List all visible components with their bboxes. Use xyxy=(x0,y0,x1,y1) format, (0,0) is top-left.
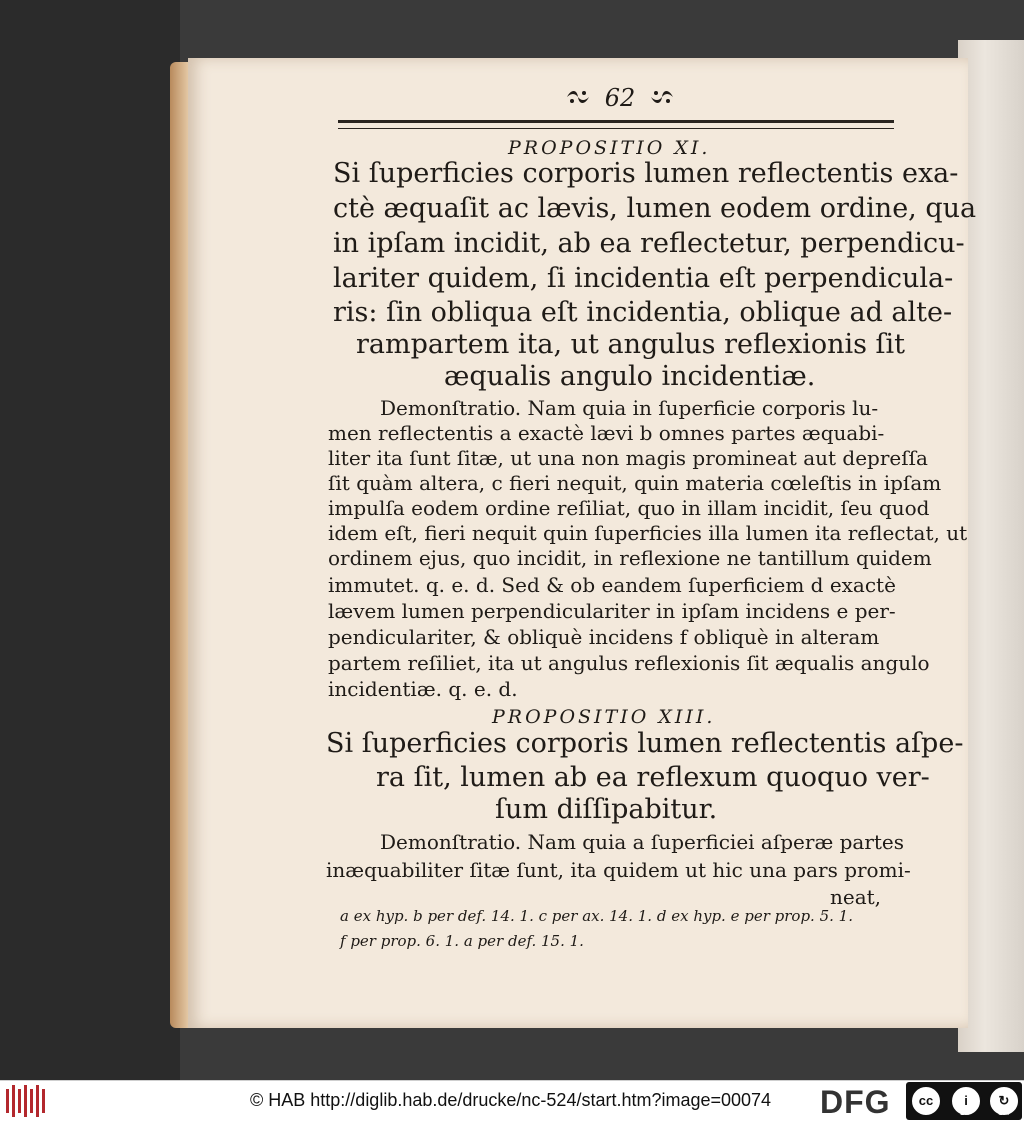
statement-line: ra ſit, lumen ab ea reflexum quoquo ver- xyxy=(376,762,930,793)
demonstration-line: Demonſtratio. Nam quia in ſuperficie corporis lu- xyxy=(380,396,879,420)
cc-icon: cc xyxy=(910,1085,942,1117)
demonstration-line: Demonſtratio. Nam quia a ſuperficiei aſperæ partes xyxy=(380,830,905,854)
credit-link[interactable]: © HAB http://diglib.hab.de/drucke/nc-524/start.htm?image=00074 xyxy=(250,1090,772,1110)
page-header xyxy=(565,84,675,114)
viewer-footer xyxy=(0,1080,1024,1121)
demonstration-line: lævem lumen perpendiculariter in ipſam incidens e per- xyxy=(328,599,896,623)
proposition-heading: PROPOSITIO XIII. xyxy=(492,706,716,728)
footnote-line: f per prop. 6. 1. a per def. 15. 1. xyxy=(340,932,584,950)
header-rule xyxy=(338,120,894,129)
demonstration-line: idem eſt, fieri nequit quin ſuperficies illa lumen ita reflectat, ut xyxy=(328,521,968,545)
dfg-logo: DFG xyxy=(820,1084,891,1120)
demonstration-line: impulſa eodem ordine reſiliat, quo in illam incidit, ſeu quod xyxy=(328,496,930,520)
page-number: 62 xyxy=(604,84,636,112)
demonstration-line: pendiculariter, & obliquè incidens f obliquè in alteram xyxy=(328,625,880,649)
license-sa-label: SA xyxy=(998,1108,1009,1117)
statement-line: in ipſam incidit, ab ea reflectetur, perpendicu- xyxy=(333,228,965,259)
share-alike-icon: ↻ xyxy=(988,1085,1020,1117)
proposition-heading: PROPOSITIO XI. xyxy=(508,137,711,159)
statement-line: rampartem ita, ut angulus reflexionis ſit xyxy=(356,329,906,360)
ornament-right-icon xyxy=(649,87,675,107)
catchword: neat, xyxy=(830,885,882,909)
statement-line: lariter quidem, ſi incidentia eſt perpendicula- xyxy=(333,263,954,294)
license-by-label: BY xyxy=(960,1108,971,1117)
demonstration-line: partem reſiliet, ita ut angulus reflexionis ſit æqualis angulo xyxy=(328,651,930,675)
demonstration-line: incidentiæ. q. e. d. xyxy=(328,677,518,701)
statement-line: æqualis angulo incidentiæ. xyxy=(444,361,816,392)
scan-background-left xyxy=(0,0,180,1080)
demonstration-line: immutet. q. e. d. Sed & ob eandem ſuperficiem d exactè xyxy=(328,573,896,597)
cc-license-badge[interactable] xyxy=(906,1082,1022,1120)
statement-line: Si ſuperficies corporis lumen reflectentis exa- xyxy=(333,158,959,189)
demonstration-line: liter ita ſunt ſitæ, ut una non magis promineat aut depreſſa xyxy=(328,446,928,470)
statement-line: ſum diſſipabitur. xyxy=(495,794,718,825)
demonstration-line: ſit quàm altera, c fieri nequit, quin materia cœleſtis in ipſam xyxy=(328,471,942,495)
statement-line: ris: ſin obliqua eſt incidentia, oblique ad alte- xyxy=(333,297,953,328)
demonstration-line: men reflectentis a exactè lævi b omnes partes æquabi- xyxy=(328,421,885,445)
attribution-icon: i xyxy=(950,1085,982,1117)
ornament-left-icon xyxy=(565,87,591,107)
statement-line: ctè æquaſit ac lævis, lumen eodem ordine, qua xyxy=(333,193,977,224)
hab-barcode-logo-icon xyxy=(6,1085,46,1117)
footnote-line: a ex hyp. b per def. 14. 1. c per ax. 14. 1. d ex hyp. e per prop. 5. 1. xyxy=(340,907,853,925)
demonstration-line: ordinem ejus, quo incidit, in reflexione ne tantillum quidem xyxy=(328,546,932,570)
demonstration-line: inæquabiliter ſitæ ſunt, ita quidem ut hic una pars promi- xyxy=(326,858,911,882)
statement-line: Si ſuperficies corporis lumen reflectentis aſpe- xyxy=(326,728,964,759)
